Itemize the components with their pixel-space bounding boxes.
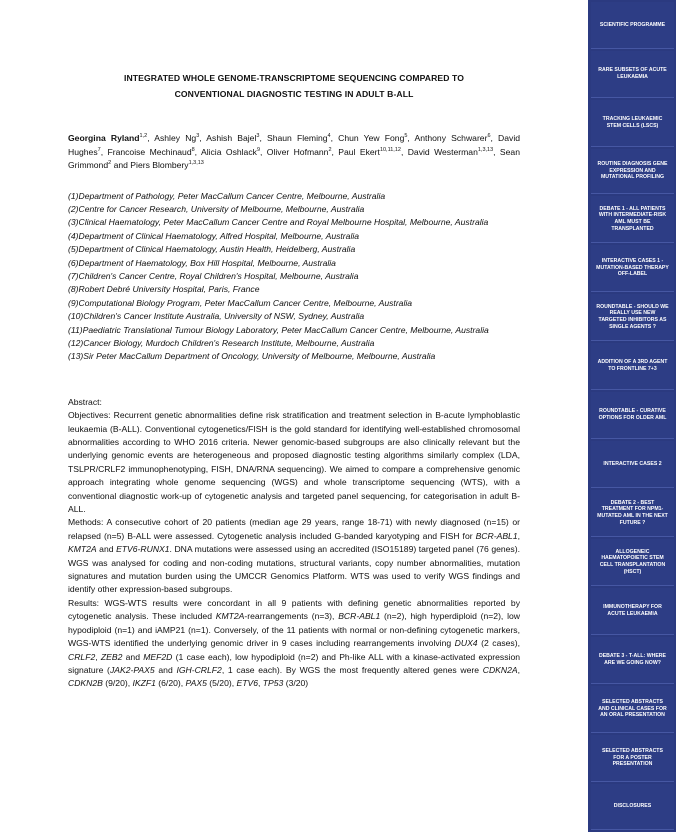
- abstract-heading: Abstract:: [68, 396, 102, 407]
- nav-rare-subsets[interactable]: RARE SUBSETS OF ACUTE LEUKAEMIA: [591, 51, 674, 98]
- nav-roundtable-older-aml[interactable]: ROUNDTABLE - CURATIVE OPTIONS FOR OLDER AML: [591, 392, 674, 439]
- paper-title: INTEGRATED WHOLE GENOME-TRANSCRIPTOME SEQUENCING COMPARED TO CONVENTIONAL DIAGNOSTIC TESTING IN ADULT B-ALL: [123, 73, 465, 99]
- nav-selected-abstracts-oral[interactable]: SELECTED ABSTRACTS AND CLINICAL CASES FOR AN ORAL PRESENTATION: [591, 686, 674, 733]
- affiliation: (6)Department of Haematology, Box Hill Hospital, Melbourne, Australia: [68, 257, 336, 268]
- affiliation: (4)Department of Clinical Haematology, Alfred Hospital, Melbourne, Australia: [68, 230, 360, 241]
- abstract-methods: Methods: A consecutive cohort of 20 patients (median age 29 years, range 18-71) with newly diagnosed (n=15) or relapsed (n=5) B-ALL were assessed. Cytogenetic analysis included G-banded karyotyping and FISH for BCR-ABL1, KMT2A and ETV6-RUNX1. DNA mutations were assessed using an accredited (ISO15189) targeted panel (76 genes). WGS was analysed for coding and non-coding mutations, structural variants, copy number abnormalities, mutation signatures and mutation burden using the UMCCR Genomics Platform. WTS was used to verify WGS findings and identify other expression-based subgroups.: [68, 517, 520, 595]
- nav-selected-abstracts-poster[interactable]: SELECTED ABSTRACTS FOR A POSTER PRESENTATION: [591, 735, 674, 782]
- nav-debate-2[interactable]: DEBATE 2 - BEST TREATMENT FOR NPM1-MUTATED AML IN THE NEXT FUTURE ?: [591, 490, 674, 537]
- paper-body: [68, 60, 520, 691]
- abstract: [68, 396, 520, 691]
- nav-interactive-cases-2[interactable]: INTERACTIVE CASES 2: [591, 441, 674, 488]
- nav-debate-1[interactable]: DEBATE 1 - ALL PATIENTS WITH INTERMEDIATE-RISK AML MUST BE TRANSPLANTED: [591, 196, 674, 243]
- nav-routine-diagnosis[interactable]: ROUTINE DIAGNOSIS GENE EXPRESSION AND MUTATIONAL PROFILING: [591, 149, 674, 194]
- author-list: Georgina Ryland$^{1,2}$, Ashley Ng$^3$, Ashish Bajel$^3$, Shaun Fleming$^4$, Chun Yew Fong$^5$, Anthony Schwarer$^6$, David Hughes$^7$, Francoise Mechinaud$^8$, Alicia Oshlack$^9$, Oliver Hofmann$^2$, Paul Ekert$^{10,11,12}$, David Westerman$^{1,3,13}$, Sean Grimmond$^2$ and Piers Blombery$^{1,3,13}$: [68, 133, 521, 170]
- abstract-results: Results: WGS-WTS results were concordant in all 9 patients with defining genetic abnormalities reported by cytogenetic analysis. These included KMT2A-rearrangements (n=3), BCR-ABL1 (n=2), high hyperdiploid (n=2), low hypodiploid (n=1) and iAMP21 (n=1). Conversely, of the 11 patients with normal or non-defining cytogenetic markers, WGS-WTS identified the underlying genomic driver in 9 cases including rearrangements involving DUX4 (2 cases), CRLF2, ZEB2 and MEF2D (1 case each), low hypodiploid (n=2) and Ph-like ALL with a kinase-activated expression signature (JAK2-PAX5 and IGH-CRLF2, 1 case each). By WGS the most frequently altered genes were CDKN2A, CDKN2B (9/20), IKZF1 (6/20), PAX5 (5/20), ETV6, TP53 (3/20): [68, 597, 520, 689]
- abstract-objectives: Objectives: Recurrent genetic abnormalities define risk stratification and treatment selection in B-acute lymphoblastic leukaemia (B-ALL). Conventional cytogenetics/FISH is the gold standard for identifying well-established chromosomal abnormalities according to WHO 2016 criteria. Newer genomic-based subgroups are also clinically relevant but the underlying genomic events are heterogeneous and proposed diagnostic testing algorithms similarly complex (LDA, TSLPR/CRLF2 immunophenotyping, FISH, DNA/RNA sequencing). We aimed to compare a comprehensive genomic approach integrating whole genome sequencing (WGS) and whole transcriptome sequencing (WTS), with a conventional diagnostic work-up of cytogenetic analysis and targeted panel sequencing, for categorisation in adult B-ALL.: [68, 410, 520, 515]
- nav-scientific-programme[interactable]: SCIENTIFIC PROGRAMME: [591, 2, 674, 49]
- affiliation: (10)Children's Cancer Institute Australia, University of NSW, Sydney, Australia: [68, 311, 365, 322]
- affiliation: (2)Centre for Cancer Research, University of Melbourne, Melbourne, Australia: [68, 203, 365, 214]
- affiliation: (12)Cancer Biology, Murdoch Children's Research Institute, Melbourne, Australia: [68, 337, 375, 348]
- affiliation: (3)Clinical Haematology, Peter MacCallum Cancer Centre and Royal Melbourne Hospital, Melbourne, Australia: [68, 217, 489, 228]
- nav-tracking-lscs[interactable]: TRACKING LEUKAEMIC STEM CELLS (LSCS): [591, 100, 674, 147]
- nav-allogeneic-hsct[interactable]: ALLOGENEIC HAEMATOPOIETIC STEM CELL TRANSPLANTATION (HSCT): [591, 539, 674, 586]
- nav-debate-3[interactable]: DEBATE 3 - T-ALL: WHERE ARE WE GOING NOW?: [591, 637, 674, 684]
- nav-roundtable-targeted-inhibitors[interactable]: ROUNDTABLE - SHOULD WE REALLY USE NEW TARGETED INHIBITORS AS SINGLE AGENTS ?: [591, 294, 674, 341]
- affiliations: [68, 190, 520, 364]
- nav-third-agent-frontline[interactable]: ADDITION OF A 3RD AGENT TO FRONTLINE 7+3: [591, 343, 674, 390]
- affiliation: (8)Robert Debré University Hospital, Paris, France: [68, 284, 260, 295]
- nav-immunotherapy[interactable]: IMMUNOTHERAPY FOR ACUTE LEUKAEMIA: [591, 588, 674, 635]
- nav-interactive-cases-1[interactable]: INTERACTIVE CASES 1 - MUTATION-BASED THERAPY OFF-LABEL: [591, 245, 674, 292]
- affiliation: (13)Sir Peter MacCallum Department of Oncology, University of Melbourne, Melbourne, Australia: [68, 351, 436, 362]
- affiliation: (7)Children's Cancer Centre, Royal Children's Hospital, Melbourne, Australia: [68, 270, 359, 281]
- nav-disclosures[interactable]: DISCLOSURES: [591, 784, 674, 830]
- affiliation: (11)Paediatric Translational Tumour Biology Laboratory, Peter MacCallum Cancer Centre, Melbourne, Australia: [68, 324, 489, 335]
- affiliation: (1)Department of Pathology, Peter MacCallum Cancer Centre, Melbourne, Australia: [68, 190, 386, 201]
- sidebar-nav: [588, 0, 676, 832]
- affiliation: (5)Department of Clinical Haematology, Austin Health, Heidelberg, Australia: [68, 244, 356, 255]
- affiliation: (9)Computational Biology Program, Peter MacCallum Cancer Centre, Melbourne, Australia: [68, 297, 413, 308]
